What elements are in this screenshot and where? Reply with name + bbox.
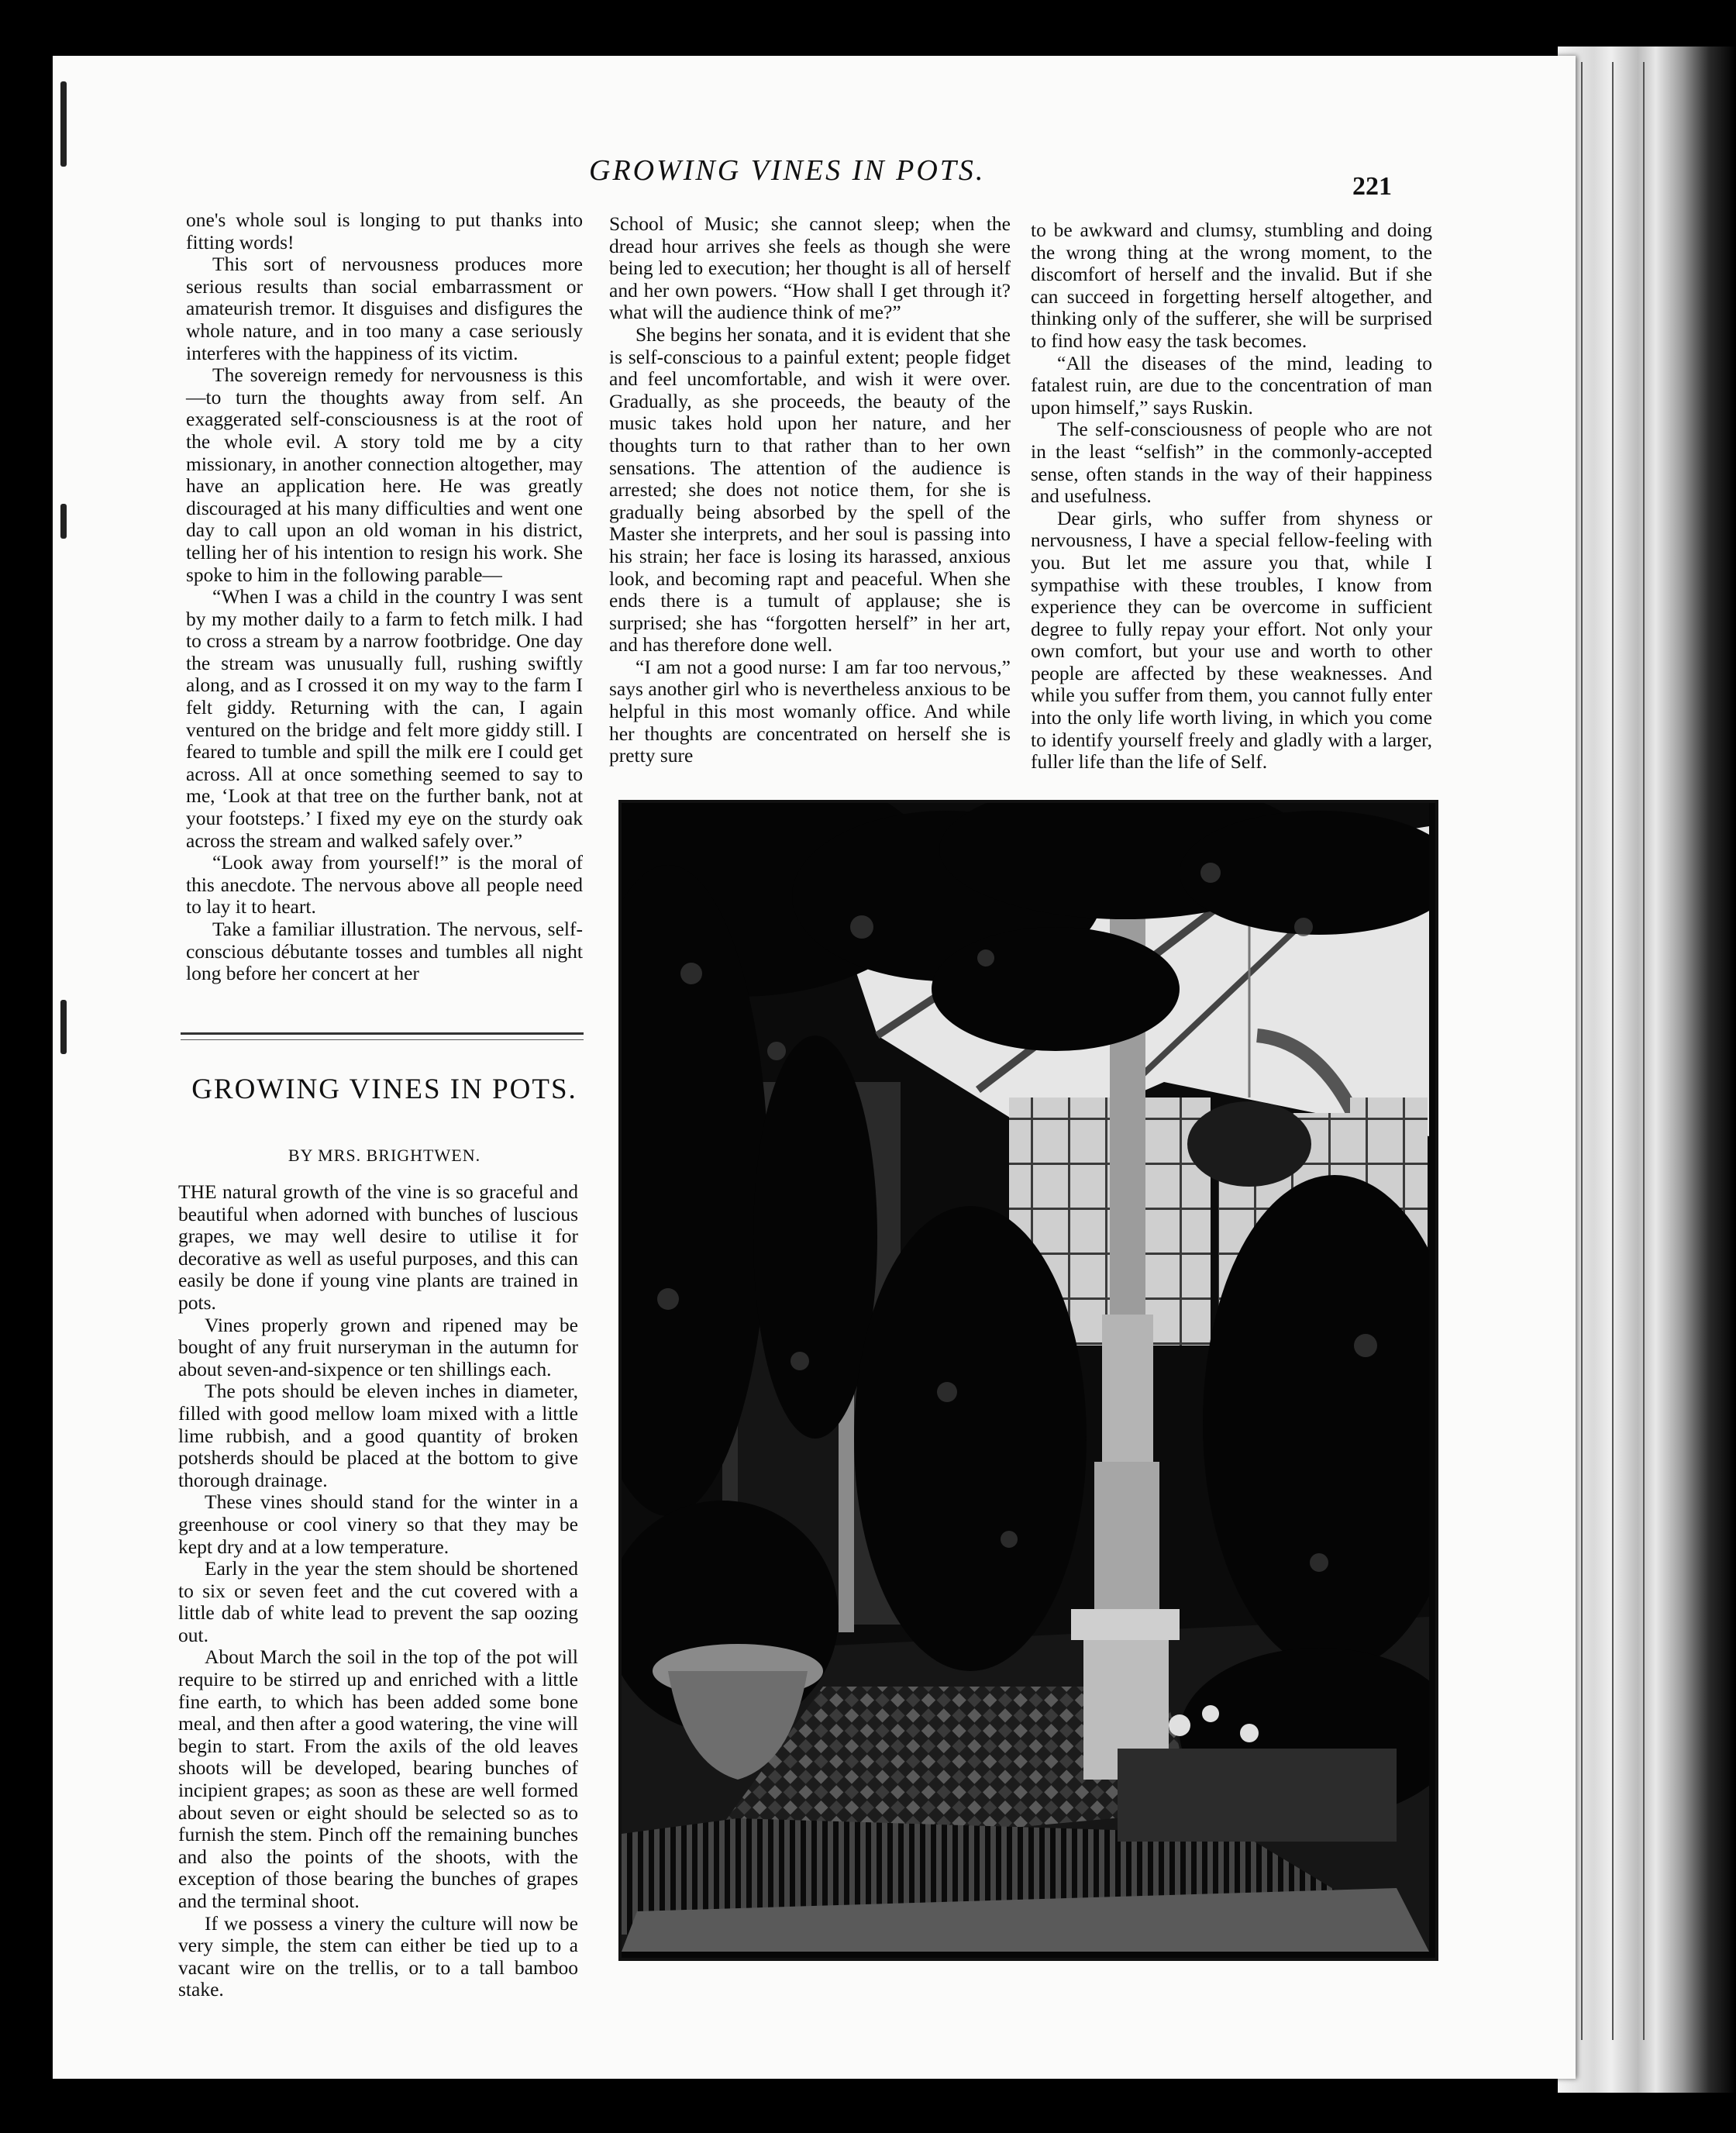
section-rule xyxy=(181,1032,584,1035)
paragraph: Dear girls, who suffer from shyness or nervousness, I have a special fellow-feeling with you. But let me assure you that, while I sympathise with these troubles, I know from experience they can be overcome in sufficient degree to fully repay your effort. Not only your own comfort, but your use and worth to other people are affected by these weaknesses. And while you suffer from them, you cannot fully enter into the only life worth living, in which you come to identify yourself freely and gladly with a larger, fuller life than the life of Self. xyxy=(1031,506,1432,774)
binding-mark xyxy=(60,504,67,539)
article-body xyxy=(178,1181,578,2001)
paragraph: Vines properly grown and ripened may be bought of any fruit nurseryman in the autumn for about seven-and-sixpence or ten shillings each. xyxy=(178,1313,578,1380)
column-2 xyxy=(609,213,1011,767)
paragraph: This sort of nervousness produces more serious results than social embarrassment or amateurish tremor. It disguises and disfigures the whole nature, and in too many a case seriously interferes with the happiness of its victim. xyxy=(186,253,583,364)
running-head: GROWING VINES IN POTS. xyxy=(589,154,986,187)
page-edge-line xyxy=(1581,62,1583,2040)
paragraph: She begins her sonata, and it is evident that she is self-conscious to a painful extent; people fidget and feel uncomfortable, and wish it were over. Gradually, as she proceeds, the beauty of the music takes hold upon her nature, and her thoughts turn to that rather than to her own sensations. The attention of the audience is arrested; she does not notice them, for she is gradually being absorbed by the spell of the Master she interprets, and her soul is passing into his strain; her face is losing its harassed, anxious look, and becoming rapt and peaceful. When she ends there is a tumult of applause; she is surprised; she has “forgotten herself” in her art, and has therefore done well. xyxy=(609,322,1011,656)
binding-mark xyxy=(60,81,67,167)
paragraph: These vines should stand for the winter in a greenhouse or cool vinery so that they may be kept dry and at a low temperature. xyxy=(178,1490,578,1558)
page-edge-line xyxy=(1643,62,1645,2040)
section-rule xyxy=(181,1039,584,1040)
paragraph: The pots should be eleven inches in diameter, filled with good mellow loam mixed with a little lime rubbish, and a good quantity of broken potsherds should be placed at the bottom to give thorough drainage. xyxy=(178,1380,578,1491)
article-title: GROWING VINES IN POTS. xyxy=(191,1073,577,1105)
paragraph: School of Music; she cannot sleep; when the dread hour arrives she feels as though she were being led to execution; her thought is all of herself and her own powers. “How shall I get through it? what will the audience think of me?” xyxy=(609,212,1011,324)
paragraph: “All the diseases of the mind, leading to fatalest ruin, are due to the concentration of man upon himself,” says Ruskin. xyxy=(1031,351,1432,419)
paragraph-text: natural growth of the vine is so graceful and beautiful when adorned with bunches of luscious grapes, we may well desire to utilise it for decorative as well as useful purposes, and this can easily be done if young vine plants are trained in pots. xyxy=(178,1180,578,1314)
greenhouse-photo-illustration xyxy=(622,803,1429,1952)
paragraph: About March the soil in the top of the pot will require to be stirred up and enriched with a little fine earth, to which has been added some bone meal, and then after a good watering, the vine will begin to start. From the axils of the old leaves shoots will be developed, bearing bunches of incipient grapes; as soon as these are well formed about seven or eight should be selected so as to furnish the stem. Pinch off the remaining bunches and also the points of the shoots, with the exception of those bearing the bunches of grapes and the terminal shoot. xyxy=(178,1645,578,1912)
paragraph: The self-consciousness of people who are not in the least “selfish” in the commonly-accepted sense, often stands in the way of their happiness and usefulness. xyxy=(1031,418,1432,508)
column-3 xyxy=(1031,219,1432,774)
paragraph: The sovereign remedy for nervousness is this—to turn the thoughts away from self. An exaggerated self-consciousness is at the root of the whole evil. A story told me by a city missionary, in another connection altogether, may have an application here. He was greatly discouraged at his many difficulties and went one day to call upon an old woman in his district, telling her of his intention to resign his work. She spoke to him in the following parable— xyxy=(186,364,583,586)
paragraph: one's whole soul is longing to put thanks into fitting words! xyxy=(186,208,583,253)
article-byline: BY MRS. BRIGHTWEN. xyxy=(288,1146,481,1165)
paragraph: “I am not a good nurse: I am far too nervous,” says another girl who is nevertheless anxious to be helpful in this most womanly office. And while her thoughts are concentrated on herself she is pretty sure xyxy=(609,655,1011,767)
paragraph: Early in the year the stem should be shortened to six or seven feet and the cut covered with a little dab of white lead to prevent the sap oozing out. xyxy=(178,1557,578,1646)
page-edge-line xyxy=(1612,62,1614,2040)
paragraph: “When I was a child in the country I was sent by my mother daily to a farm to fetch milk. I had to cross a stream by a narrow footbridge. One day the stream was unusually full, rushing swiftly along, and as I crossed it on my way to the farm I felt giddy. Returning with the can, I again ventured on the bridge and felt more giddy still. I feared to tumble and spill the milk ere I could get across. All at once something seemed to say to me, ‘Look at that tree on the further bank, not at your footsteps.’ I fixed my eye on the sturdy oak across the stream and walked safely over.” xyxy=(186,585,583,852)
drop-cap-word: THE xyxy=(178,1180,217,1203)
page-number: 221 xyxy=(1352,172,1392,201)
greenhouse-photograph xyxy=(618,800,1438,1961)
binding-mark xyxy=(60,1000,67,1054)
column-1 xyxy=(186,209,583,985)
paragraph: If we possess a vinery the culture will now be very simple, the stem can either be tied up to a vacant wire on the trellis, or to a tall bamboo stake. xyxy=(178,1911,578,2001)
book-page-edges xyxy=(1558,47,1736,2093)
paragraph: Take a familiar illustration. The nervous, self-conscious débutante tosses and tumbles all night long before her concert at her xyxy=(186,918,583,985)
paragraph: “Look away from yourself!” is the moral of this anecdote. The nervous above all people need to lay it to heart. xyxy=(186,851,583,918)
paragraph xyxy=(178,1181,578,1315)
paragraph: to be awkward and clumsy, stumbling and doing the wrong thing at the wrong moment, to the discomfort of herself and the invalid. But if she can succeed in forgetting herself altogether, and thinking only of the sufferer, she will be surprised to find how easy the task becomes. xyxy=(1031,219,1432,352)
